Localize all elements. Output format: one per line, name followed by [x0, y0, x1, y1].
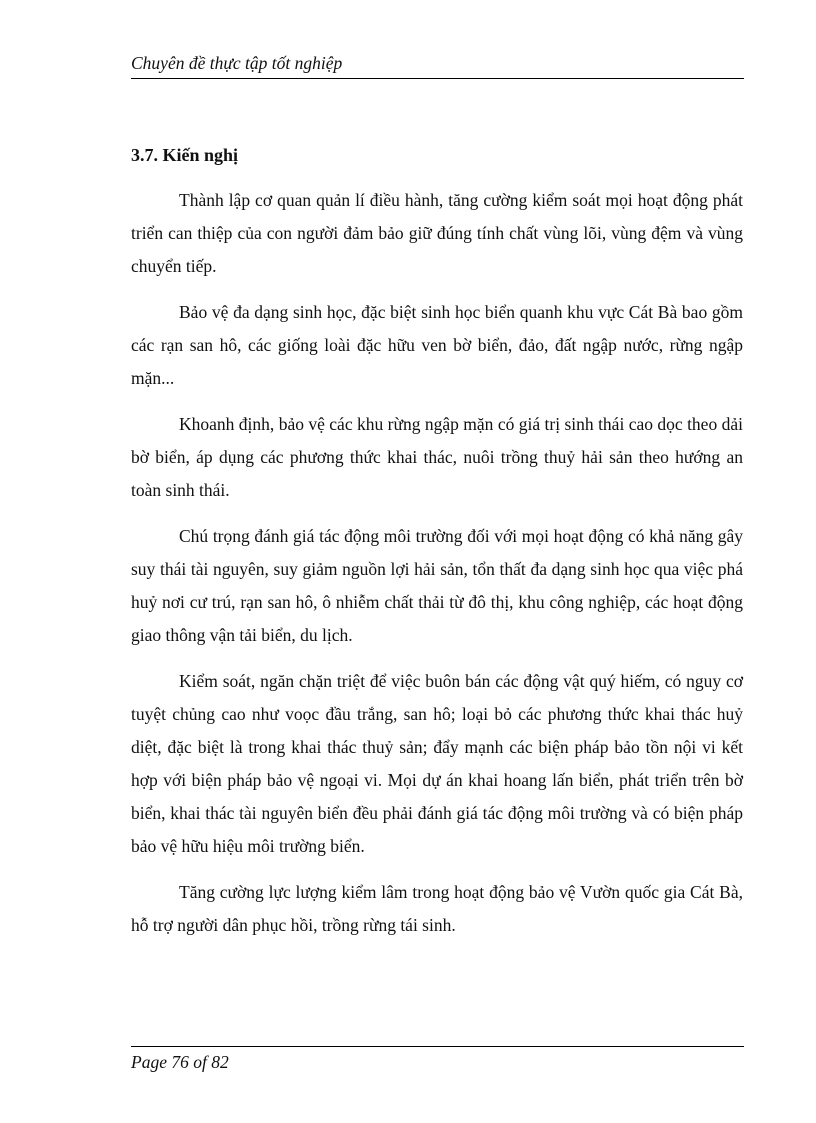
section-heading: 3.7. Kiến nghị	[131, 145, 239, 165]
page-number: Page 76 of 82	[131, 1052, 229, 1072]
paragraph-5: Kiểm soát, ngăn chặn triệt để việc buôn bán các động vật quý hiếm, có nguy cơ tuyệt chủng cao như voọc đầu trắng, san hô; loại bỏ các phương thức khai thác huỷ diệt, đặc biệt là trong khai thác thuỷ sản; đẩy mạnh các biện pháp bảo tồn nội vi kết hợp với biện pháp bảo vệ ngoại vi. Mọi dự án khai hoang lấn biển, phát triển trên bờ biển, khai thác tài nguyên biển đều phải đánh giá tác động môi trường và có biện pháp bảo vệ hữu hiệu môi trường biển.	[131, 671, 743, 856]
header-title: Chuyên đề thực tập tốt nghiệp	[131, 53, 343, 73]
paragraph-4: Chú trọng đánh giá tác động môi trường đối với mọi hoạt động có khả năng gây suy thái tài nguyên, suy giảm nguồn lợi hải sản, tổn thất đa dạng sinh học qua việc phá huỷ nơi cư trú, rạn san hô, ô nhiễm chất thải từ đô thị, khu công nghiệp, các hoạt động giao thông vận tải biển, du lịch.	[131, 526, 743, 645]
page-header	[131, 50, 744, 79]
paragraph-6: Tăng cường lực lượng kiểm lâm trong hoạt động bảo vệ Vườn quốc gia Cát Bà, hỗ trợ người dân phục hồi, trồng rừng tái sinh.	[131, 882, 743, 935]
page-footer	[131, 1046, 744, 1072]
document-body	[131, 138, 743, 955]
paragraph-2: Bảo vệ đa dạng sinh học, đặc biệt sinh học biển quanh khu vực Cát Bà bao gồm các rạn san hô, các giống loài đặc hữu ven bờ biển, đảo, đất ngập nước, rừng ngập mặn...	[131, 302, 743, 388]
paragraph-3: Khoanh định, bảo vệ các khu rừng ngập mặn có giá trị sinh thái cao dọc theo dải bờ biển, áp dụng các phương thức khai thác, nuôi trồng thuỷ hải sản theo hướng an toàn sinh thái.	[131, 414, 743, 500]
paragraph-1: Thành lập cơ quan quản lí điều hành, tăng cường kiểm soát mọi hoạt động phát triển can thiệp của con người đảm bảo giữ đúng tính chất vùng lõi, vùng đệm và vùng chuyển tiếp.	[131, 190, 743, 276]
